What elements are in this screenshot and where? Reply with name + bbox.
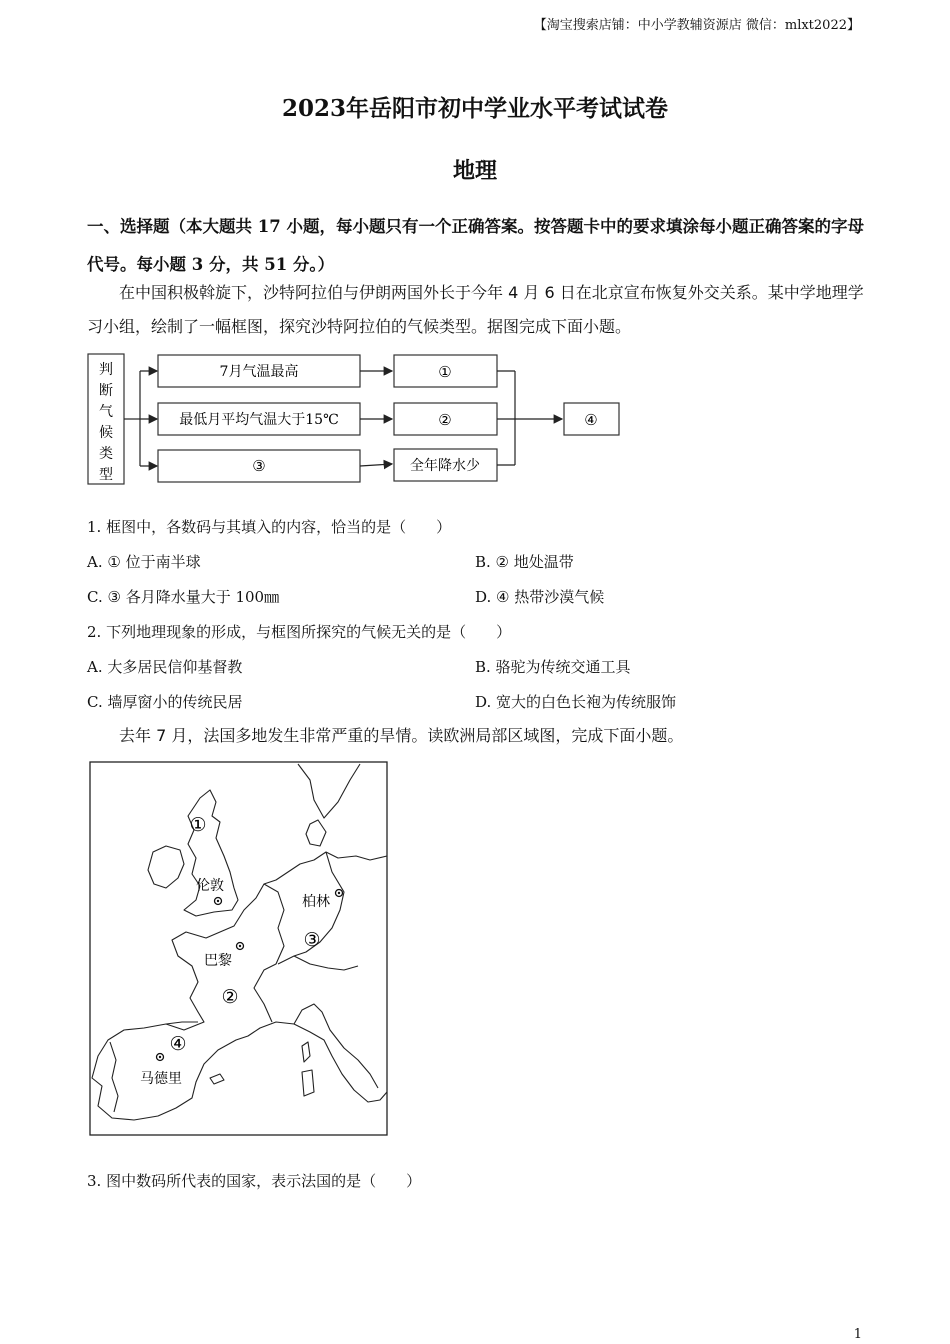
intro-paragraph-1: 在中国积极斡旋下，沙特阿拉伯与伊朗两国外长于今年 4 月 6 日在北京宣布恢复外交关系。某中学地理学习小组，绘制了一幅框图，探究沙特阿拉伯的气候类型。据图完成下面小题。 bbox=[87, 283, 864, 336]
side-char: 断 bbox=[99, 383, 113, 399]
page-number: 1 bbox=[853, 1327, 862, 1342]
side-char: 气 bbox=[99, 404, 113, 420]
side-char: 判 bbox=[99, 362, 113, 378]
section-heading: 一、选择题（本大题共 17 小题，每小题只有一个正确答案。按答题卡中的要求填涂每小题正确答案的字母代号。每小题 3 分，共 51 分。） bbox=[87, 217, 864, 274]
row1-out-text: ① bbox=[438, 363, 452, 381]
question-2-stem: 2. 下列地理现象的形成，与框图所探究的气候无关的是（ ） bbox=[87, 623, 512, 641]
exam-title: 2023年岳阳市初中学业水平考试试卷 bbox=[281, 95, 668, 122]
row2-out-text: ② bbox=[438, 411, 452, 429]
side-char: 类 bbox=[99, 446, 113, 462]
side-char: 型 bbox=[99, 467, 113, 483]
side-char: 候 bbox=[99, 425, 113, 441]
q2-option-a[interactable]: A. 大多居民信仰基督教 bbox=[87, 658, 243, 676]
map-label-4: ④ bbox=[169, 1033, 187, 1055]
row2-text: 最低月平均气温大于15℃ bbox=[179, 412, 339, 428]
question-1-stem: 1. 框图中，各数码与其填入的内容，恰当的是（ ） bbox=[87, 518, 452, 536]
map-label-3: ③ bbox=[303, 929, 321, 951]
map-label-2: ② bbox=[221, 986, 239, 1008]
map-label-berlin: 柏林 bbox=[302, 894, 330, 910]
climate-flow-diagram bbox=[85, 350, 630, 490]
q1-option-a[interactable]: A. ① 位于南半球 bbox=[87, 553, 201, 571]
q1-option-d[interactable]: D. ④ 热带沙漠气候 bbox=[475, 588, 605, 606]
q2-option-b[interactable]: B. 骆驼为传统交通工具 bbox=[475, 658, 631, 676]
intro-paragraph-2: 去年 7 月，法国多地发生非常严重的旱情。读欧洲局部区域图，完成下面小题。 bbox=[119, 726, 684, 745]
map-label-madrid: 马德里 bbox=[140, 1071, 182, 1087]
europe-map bbox=[88, 760, 390, 1138]
question-3-stem: 3. 图中数码所代表的国家，表示法国的是（ ） bbox=[87, 1172, 422, 1190]
q1-option-c[interactable]: C. ③ 各月降水量大于 100㎜ bbox=[87, 588, 280, 606]
map-label-london: 伦敦 bbox=[196, 878, 224, 894]
map-label-paris: 巴黎 bbox=[204, 953, 232, 969]
q2-option-c[interactable]: C. 墙厚窗小的传统民居 bbox=[87, 693, 243, 711]
header-note: 【淘宝搜索店铺：中小学教辅资源店 微信：mlxt2022】 bbox=[533, 18, 860, 33]
q1-option-b[interactable]: B. ② 地处温带 bbox=[475, 553, 574, 571]
map-label-1: ① bbox=[189, 814, 207, 836]
q2-option-d[interactable]: D. 宽大的白色长袍为传统服饰 bbox=[475, 693, 677, 711]
row1-text: 7月气温最高 bbox=[219, 364, 299, 380]
row3-text: ③ bbox=[252, 457, 266, 475]
result-text: ④ bbox=[584, 411, 598, 429]
row3-out-text: 全年降水少 bbox=[410, 458, 480, 474]
subject-title: 地理 bbox=[452, 158, 497, 184]
